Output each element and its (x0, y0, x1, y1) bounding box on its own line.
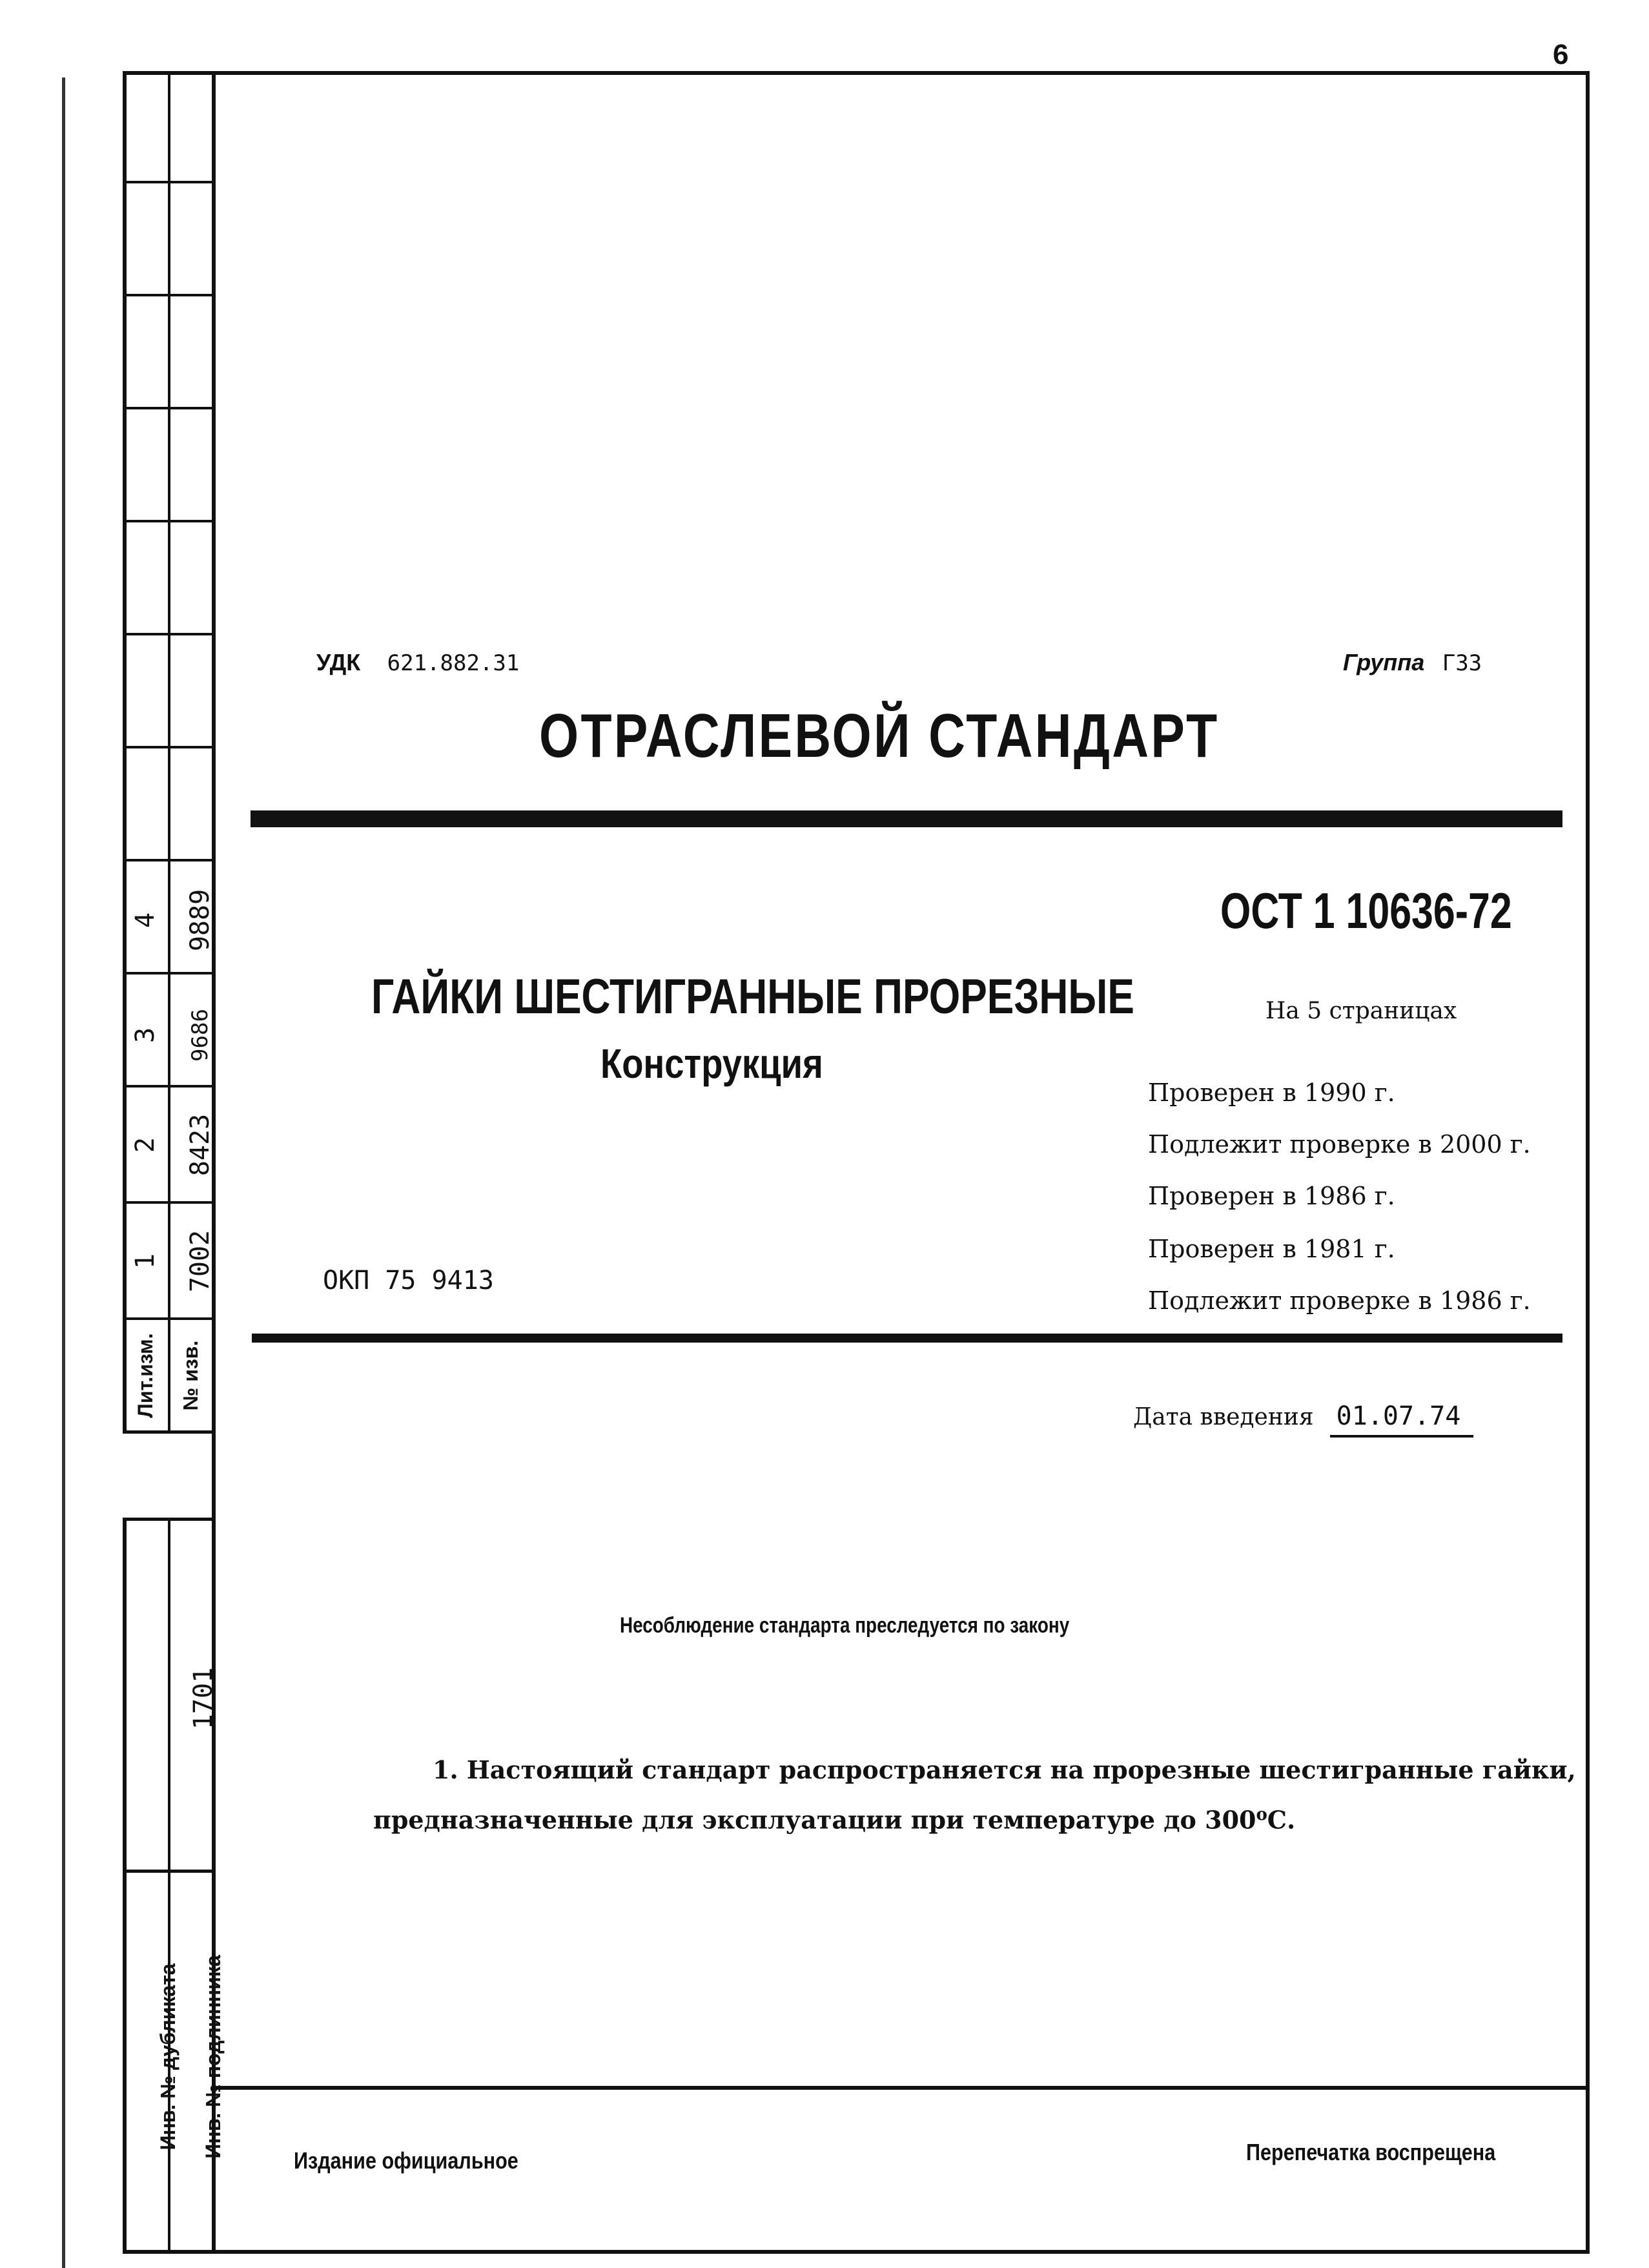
stamp-row-line (123, 181, 213, 183)
stamp-row-line (123, 1201, 213, 1204)
review-note-1: Проверен в 1990 г. (1148, 1078, 1395, 1107)
review-note-3: Проверен в 1986 г. (1148, 1182, 1395, 1210)
clause-1-line-1: 1. Настоящий стандарт распространяется на прорезные шестигранные гайки, (433, 1755, 1576, 1784)
clause-1-line-2-text: предназначенные для эксплуатации при температуре до 300 (373, 1805, 1256, 1835)
change-header-lit: Лит.изм. (134, 1333, 157, 1418)
change-doc-2: 8423 (185, 1113, 215, 1177)
original-inv-label: Инв. № подлинника (201, 1955, 225, 2159)
frame-top (123, 71, 1590, 75)
product-subtitle: Конструкция (600, 1040, 823, 1087)
frame-right (1586, 71, 1590, 2254)
standard-title: ОТРАСЛЕВОЙ СТАНДАРТ (539, 701, 1220, 770)
change-num-4: 4 (130, 912, 160, 929)
change-doc-1: 7002 (185, 1230, 215, 1293)
clause-1-line-2 (373, 1805, 1295, 1835)
degree-sign: o (1256, 1805, 1267, 1824)
group-value: Г33 (1442, 650, 1482, 676)
footer-divider (212, 2086, 1590, 2090)
frame-bottom (123, 2250, 1590, 2254)
stamp-left-edge-lower (123, 1518, 127, 2254)
page-number: 6 (1553, 39, 1569, 70)
udk-block (316, 649, 519, 676)
scan-edge (62, 77, 65, 2268)
stamp-row-line (123, 859, 213, 861)
stamp-row-line (123, 407, 213, 409)
stamp-row-line (123, 972, 213, 974)
intro-date-label: Дата введения (1133, 1404, 1314, 1430)
review-note-2: Подлежит проверке в 2000 г. (1148, 1130, 1531, 1159)
intro-date-block (1133, 1401, 1473, 1438)
product-title: ГАЙКИ ШЕСТИГРАННЫЕ ПРОРЕЗНЫЕ (371, 969, 1134, 1024)
group-block (1343, 649, 1482, 676)
udk-value: 621.882.31 (387, 650, 520, 676)
stamp-row-line (123, 746, 213, 748)
review-note-4: Проверен в 1981 г. (1148, 1235, 1395, 1263)
group-label: Группа (1343, 649, 1425, 675)
pages-note: На 5 страницах (1265, 998, 1457, 1024)
stamp-row-line (123, 520, 213, 522)
change-num-2: 2 (130, 1137, 160, 1153)
stamp-row-line (123, 294, 213, 296)
change-num-3: 3 (130, 1027, 160, 1044)
stamp-row-line (123, 633, 213, 635)
intro-date-value: 01.07.74 (1330, 1401, 1474, 1438)
change-header-izv: № изв. (179, 1340, 202, 1411)
footer-official-edition: Издание официальное (294, 2147, 518, 2174)
ost-code: ОСТ 1 10636-72 (1220, 882, 1512, 939)
footer-reprint-forbidden: Перепечатка воспрещена (1246, 2139, 1496, 2165)
review-note-5: Подлежит проверке в 1986 г. (1148, 1286, 1531, 1315)
udk-label: УДК (316, 649, 361, 675)
change-doc-4: 9889 (185, 889, 215, 952)
stamp-row-line (123, 1518, 213, 1521)
change-doc-3: 9686 (187, 1009, 213, 1062)
duplicate-inv-label: Инв. № дубликата (156, 1963, 179, 2150)
temperature-unit: С. (1267, 1805, 1296, 1835)
notes-rule (252, 1334, 1562, 1343)
original-inv-number: 1701 (189, 1667, 218, 1730)
title-rule (251, 810, 1562, 827)
okp-code: ОКП 75 9413 (323, 1266, 494, 1295)
stamp-mid-line (168, 71, 170, 1434)
change-num-1: 1 (130, 1253, 160, 1270)
legal-note: Несоблюдение стандарта преследуется по закону (620, 1613, 1070, 1638)
stamp-row-line (123, 1870, 213, 1873)
stamp-left-edge (123, 71, 127, 1434)
